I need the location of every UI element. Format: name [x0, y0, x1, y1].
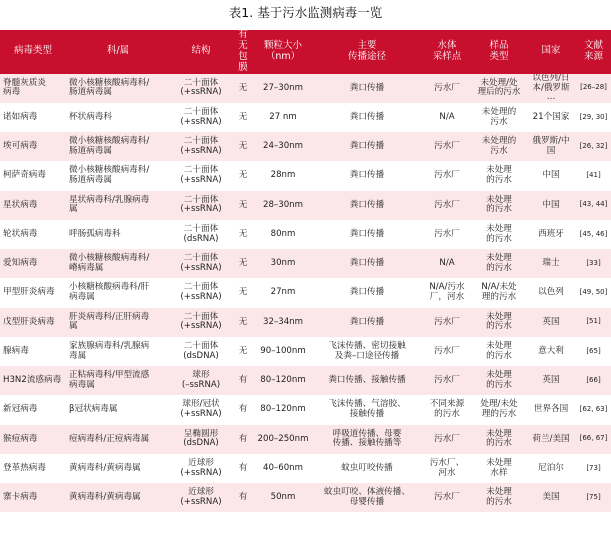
- cell-ref: [26–28]: [576, 74, 611, 103]
- cell-country: 尼泊尔: [526, 454, 576, 483]
- cell-name: H3N2流感病毒: [0, 366, 66, 395]
- header-virus-type: 病毒类型: [0, 30, 66, 74]
- cell-site: N/A: [422, 103, 472, 132]
- cell-site: 污水厂: [422, 308, 472, 337]
- cell-name: 星状病毒: [0, 191, 66, 220]
- cell-transmission: 飞沫传播、密切接触 及粪–口途径传播: [312, 337, 422, 366]
- cell-ref: [75]: [576, 483, 611, 512]
- cell-sample: 未处理 的污水: [472, 161, 526, 190]
- cell-transmission: 粪口传播: [312, 132, 422, 161]
- cell-site: N/A: [422, 249, 472, 278]
- cell-envelope: 有: [232, 483, 254, 512]
- cell-sample: 处理/未处 理的污水: [472, 395, 526, 424]
- cell-transmission: 粪口传播: [312, 308, 422, 337]
- cell-transmission: 粪口传播: [312, 103, 422, 132]
- cell-transmission: 蚊虫叮咬、体液传播、 母婴传播: [312, 483, 422, 512]
- cell-size: 28nm: [254, 161, 312, 190]
- cell-site: N/A/污水 厂，河水: [422, 278, 472, 307]
- table-row: [0, 132, 611, 161]
- cell-name: 埃可病毒: [0, 132, 66, 161]
- cell-ref: [51]: [576, 308, 611, 337]
- header-sample-type: 样品 类型: [472, 30, 526, 74]
- cell-name: 脊髓灰质炎 病毒: [0, 74, 66, 103]
- cell-country: 瑞士: [526, 249, 576, 278]
- table-row: [0, 278, 611, 307]
- table-row: [0, 308, 611, 337]
- cell-transmission: 飞沫传播、气溶胶、 接触传播: [312, 395, 422, 424]
- cell-family: 黄病毒科/黄病毒属: [66, 454, 170, 483]
- cell-envelope: 无: [232, 161, 254, 190]
- cell-structure: 二十面体 (dsRNA): [170, 220, 232, 249]
- cell-envelope: 无: [232, 249, 254, 278]
- cell-envelope: 无: [232, 337, 254, 366]
- cell-site: 污水厂: [422, 337, 472, 366]
- cell-structure: 二十面体 (+ssRNA): [170, 161, 232, 190]
- table-row: [0, 483, 611, 512]
- cell-sample: 未处理 的污水: [472, 483, 526, 512]
- cell-size: 27–30nm: [254, 74, 312, 103]
- cell-ref: [66]: [576, 366, 611, 395]
- cell-envelope: 有: [232, 395, 254, 424]
- table-row: [0, 220, 611, 249]
- cell-ref: [33]: [576, 249, 611, 278]
- cell-family: 肝炎病毒科/正肝病毒 属: [66, 308, 170, 337]
- cell-envelope: 无: [232, 191, 254, 220]
- cell-name: 轮状病毒: [0, 220, 66, 249]
- header-row: [0, 30, 611, 74]
- table-row: [0, 337, 611, 366]
- cell-sample: 未处理 的污水: [472, 249, 526, 278]
- cell-country: 荷兰/美国: [526, 425, 576, 454]
- cell-name: 登革热病毒: [0, 454, 66, 483]
- cell-size: 50nm: [254, 483, 312, 512]
- cell-size: 80–120nm: [254, 395, 312, 424]
- cell-country: 英国: [526, 308, 576, 337]
- cell-envelope: 无: [232, 308, 254, 337]
- cell-structure: 二十面体 (+ssRNA): [170, 132, 232, 161]
- cell-site: 污水厂、 河水: [422, 454, 472, 483]
- cell-envelope: 有: [232, 454, 254, 483]
- header-family-genus: 科/属: [66, 30, 170, 74]
- table-row: [0, 103, 611, 132]
- cell-sample: 未处理 的污水: [472, 308, 526, 337]
- table-row: [0, 454, 611, 483]
- cell-size: 32–34nm: [254, 308, 312, 337]
- cell-family: 杯状病毒科: [66, 103, 170, 132]
- cell-envelope: 无: [232, 220, 254, 249]
- table-row: [0, 425, 611, 454]
- cell-family: β冠状病毒属: [66, 395, 170, 424]
- header-reference: 文献 来源: [576, 30, 611, 74]
- cell-transmission: 粪口传播、接触传播: [312, 366, 422, 395]
- cell-transmission: 粪口传播: [312, 278, 422, 307]
- cell-country: 西班牙: [526, 220, 576, 249]
- cell-sample: 未处理 的污水: [472, 191, 526, 220]
- cell-size: 27 nm: [254, 103, 312, 132]
- cell-family: 正粘病毒科/甲型流感 病毒属: [66, 366, 170, 395]
- cell-structure: 二十面体 (+ssRNA): [170, 74, 232, 103]
- cell-family: 微小核糖核酸病毒科/ 肠道病毒属: [66, 132, 170, 161]
- cell-site: 污水厂: [422, 425, 472, 454]
- cell-family: 家族腺病毒科/乳腺病 毒属: [66, 337, 170, 366]
- cell-ref: [65]: [576, 337, 611, 366]
- cell-structure: 球形 (–ssRNA): [170, 366, 232, 395]
- cell-envelope: 无: [232, 132, 254, 161]
- cell-ref: [45, 46]: [576, 220, 611, 249]
- cell-name: 爱知病毒: [0, 249, 66, 278]
- cell-size: 90–100nm: [254, 337, 312, 366]
- cell-transmission: 粪口传播: [312, 161, 422, 190]
- cell-country: 中国: [526, 191, 576, 220]
- cell-structure: 二十面体 (+ssRNA): [170, 308, 232, 337]
- cell-family: 黄病毒科/黄病毒属: [66, 483, 170, 512]
- cell-transmission: 粪口传播: [312, 220, 422, 249]
- cell-family: 微小核糖核酸病毒科/ 肠道病毒属: [66, 74, 170, 103]
- cell-name: 腺病毒: [0, 337, 66, 366]
- cell-size: 80nm: [254, 220, 312, 249]
- cell-size: 27nm: [254, 278, 312, 307]
- header-country: 国家: [526, 30, 576, 74]
- cell-name: 寨卡病毒: [0, 483, 66, 512]
- cell-sample: 未处理 的污水: [472, 220, 526, 249]
- cell-envelope: 无: [232, 103, 254, 132]
- cell-size: 80–120nm: [254, 366, 312, 395]
- cell-family: 呼肠孤病毒科: [66, 220, 170, 249]
- cell-family: 小核糖核酸病毒科/肝 病毒属: [66, 278, 170, 307]
- cell-ref: [41]: [576, 161, 611, 190]
- table-row: [0, 74, 611, 103]
- cell-sample: 未处理 的污水: [472, 425, 526, 454]
- cell-transmission: 粪口传播: [312, 249, 422, 278]
- virus-table: [0, 30, 611, 512]
- cell-site: 污水厂: [422, 74, 472, 103]
- cell-country: 以色列/日 本/俄罗斯 …: [526, 74, 576, 103]
- cell-transmission: 呼吸道传播、母婴 传播、接触传播等: [312, 425, 422, 454]
- cell-name: 戊型肝炎病毒: [0, 308, 66, 337]
- cell-size: 30nm: [254, 249, 312, 278]
- cell-name: 柯萨奇病毒: [0, 161, 66, 190]
- cell-country: 意大利: [526, 337, 576, 366]
- header-envelope: 有无 包膜: [232, 30, 254, 74]
- cell-structure: 二十面体 (dsDNA): [170, 337, 232, 366]
- table-row: [0, 191, 611, 220]
- cell-site: 不同来源 的污水: [422, 395, 472, 424]
- cell-structure: 近球形 (+ssRNA): [170, 483, 232, 512]
- cell-envelope: 无: [232, 74, 254, 103]
- cell-ref: [49, 50]: [576, 278, 611, 307]
- header-transmission: 主要 传播途径: [312, 30, 422, 74]
- table-row: [0, 366, 611, 395]
- cell-country: 俄罗斯/中 国: [526, 132, 576, 161]
- cell-sample: 未处理 的污水: [472, 366, 526, 395]
- cell-country: 美国: [526, 483, 576, 512]
- cell-name: 新冠病毒: [0, 395, 66, 424]
- header-sampling-site: 水体 采样点: [422, 30, 472, 74]
- cell-ref: [26, 32]: [576, 132, 611, 161]
- cell-structure: 呈椭圆形 (dsDNA): [170, 425, 232, 454]
- table-row: [0, 249, 611, 278]
- cell-country: 中国: [526, 161, 576, 190]
- cell-site: 污水厂: [422, 132, 472, 161]
- cell-family: 痘病毒科/正痘病毒属: [66, 425, 170, 454]
- cell-country: 以色列: [526, 278, 576, 307]
- cell-structure: 二十面体 (+ssRNA): [170, 191, 232, 220]
- cell-sample: 未处理的 污水: [472, 132, 526, 161]
- cell-site: 污水厂: [422, 483, 472, 512]
- cell-sample: 未处理的 污水: [472, 103, 526, 132]
- cell-country: 英国: [526, 366, 576, 395]
- cell-structure: 二十面体 (+ssRNA): [170, 278, 232, 307]
- cell-envelope: 无: [232, 278, 254, 307]
- cell-ref: [43, 44]: [576, 191, 611, 220]
- cell-structure: 二十面体 (+ssRNA): [170, 103, 232, 132]
- cell-transmission: 粪口传播: [312, 74, 422, 103]
- cell-family: 微小核糖核酸病毒科/ 肠道病毒属: [66, 161, 170, 190]
- cell-family: 星状病毒科/乳腺病毒 属: [66, 191, 170, 220]
- cell-ref: [73]: [576, 454, 611, 483]
- cell-family: 微小核糖核酸病毒科/ 嵴病毒属: [66, 249, 170, 278]
- table-row: [0, 161, 611, 190]
- cell-sample: 未处理/处 理后的污水: [472, 74, 526, 103]
- cell-site: 污水厂: [422, 191, 472, 220]
- cell-envelope: 有: [232, 366, 254, 395]
- cell-structure: 二十面体 (+ssRNA): [170, 249, 232, 278]
- cell-size: 200–250nm: [254, 425, 312, 454]
- cell-sample: 未处理 水样: [472, 454, 526, 483]
- cell-size: 40–60nm: [254, 454, 312, 483]
- header-particle-size: 颗粒大小 （nm）: [254, 30, 312, 74]
- cell-site: 污水厂: [422, 220, 472, 249]
- cell-country: 21个国家: [526, 103, 576, 132]
- table-row: [0, 395, 611, 424]
- cell-ref: [62, 63]: [576, 395, 611, 424]
- cell-name: 猴痘病毒: [0, 425, 66, 454]
- cell-name: 甲型肝炎病毒: [0, 278, 66, 307]
- cell-size: 24–30nm: [254, 132, 312, 161]
- cell-sample: N/A/未处 理的污水: [472, 278, 526, 307]
- table-caption: 表1. 基于污水监测病毒一览: [228, 5, 383, 20]
- header-structure: 结构: [170, 30, 232, 74]
- cell-transmission: 蚊虫叮咬传播: [312, 454, 422, 483]
- cell-envelope: 有: [232, 425, 254, 454]
- cell-country: 世界各国: [526, 395, 576, 424]
- cell-structure: 近球形 (+ssRNA): [170, 454, 232, 483]
- cell-ref: [29, 30]: [576, 103, 611, 132]
- cell-transmission: 粪口传播: [312, 191, 422, 220]
- cell-name: 诺如病毒: [0, 103, 66, 132]
- cell-size: 28–30nm: [254, 191, 312, 220]
- cell-sample: 未处理 的污水: [472, 337, 526, 366]
- cell-ref: [66, 67]: [576, 425, 611, 454]
- cell-site: 污水厂: [422, 366, 472, 395]
- cell-site: 污水厂: [422, 161, 472, 190]
- cell-structure: 球形/冠状 (+ssRNA): [170, 395, 232, 424]
